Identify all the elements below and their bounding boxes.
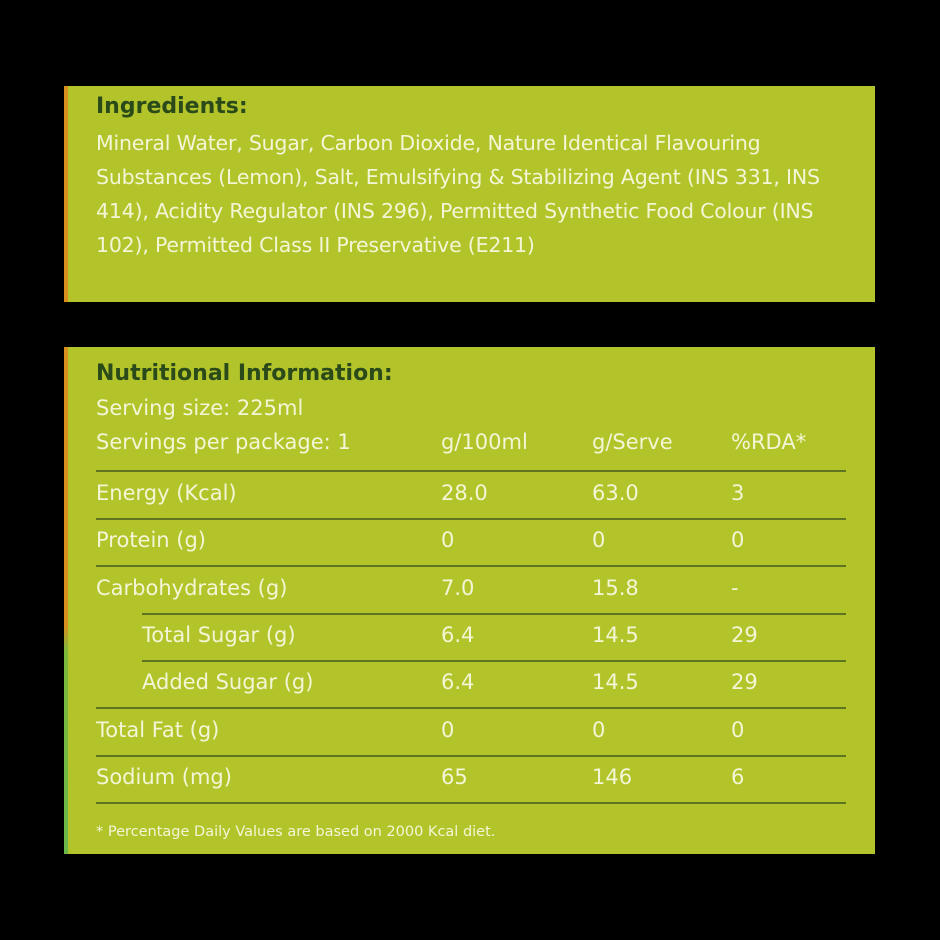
table-rule [96,518,846,520]
row-value-g100ml: 6.4 [441,622,475,647]
row-value-g100ml: 6.4 [441,670,475,695]
row-value-rda: 6 [731,764,745,789]
rda-footnote: * Percentage Daily Values are based on 2000 Kcal diet. [96,824,496,840]
row-value-gserve: 146 [592,764,633,789]
row-value-gserve: 15.8 [592,575,639,600]
row-value-g100ml: 7.0 [441,575,475,600]
row-value-g100ml: 28.0 [441,481,488,505]
servings-per-package: Servings per package: 1 [96,430,351,454]
row-value-rda: 0 [731,528,745,553]
row-value-rda: 29 [731,670,758,695]
row-value-g100ml: 0 [441,528,455,553]
row-value-gserve: 14.5 [592,622,639,647]
table-row [64,718,875,765]
row-value-rda: - [731,575,739,600]
panel-edge [64,86,68,302]
ingredients-text: Mineral Water, Sugar, Carbon Dioxide, Nature Identical Flavouring Substances (Lemon), Salt, Emulsifying & Stabilizing Agent (INS 331, INS 414), Acidity Regulator (INS 296), Permitted Synthetic Food Colour (INS 102), Permitted Class II Preservative (E211) [96,131,820,257]
row-value-rda: 3 [731,481,745,505]
column-header-gserve: g/Serve [592,430,673,454]
ingredients-heading: Ingredients: [96,94,248,119]
row-value-gserve: 0 [592,717,606,742]
row-value-gserve: 63.0 [592,481,639,505]
row-label: Sodium (mg) [96,764,232,789]
table-row [64,528,875,575]
table-rule [142,613,846,615]
table-row [64,481,875,528]
row-value-rda: 29 [731,622,758,647]
table-row [64,670,875,717]
serving-size: Serving size: 225ml [96,396,304,420]
row-value-gserve: 0 [592,528,606,553]
nutrition-heading: Nutritional Information: [96,361,393,386]
column-header-g100ml: g/100ml [441,430,528,454]
table-rule [96,470,846,472]
ingredients-panel [64,86,875,302]
table-row [64,623,875,670]
column-header-rda: %RDA* [731,430,807,454]
nutrition-panel [64,347,875,854]
table-rule [96,565,846,567]
row-label: Energy (Kcal) [96,481,237,505]
row-value-g100ml: 0 [441,717,455,742]
row-label: Added Sugar (g) [142,670,314,695]
table-rule [96,802,846,804]
table-rule [96,755,846,757]
row-label: Total Sugar (g) [142,622,296,647]
row-value-rda: 0 [731,717,745,742]
table-rule [142,660,846,662]
row-value-g100ml: 65 [441,764,468,789]
table-rule [96,707,846,709]
row-label: Carbohydrates (g) [96,575,288,600]
row-value-gserve: 14.5 [592,670,639,695]
table-row [64,576,875,623]
row-label: Total Fat (g) [96,717,220,742]
row-label: Protein (g) [96,528,207,553]
table-row [64,765,875,812]
